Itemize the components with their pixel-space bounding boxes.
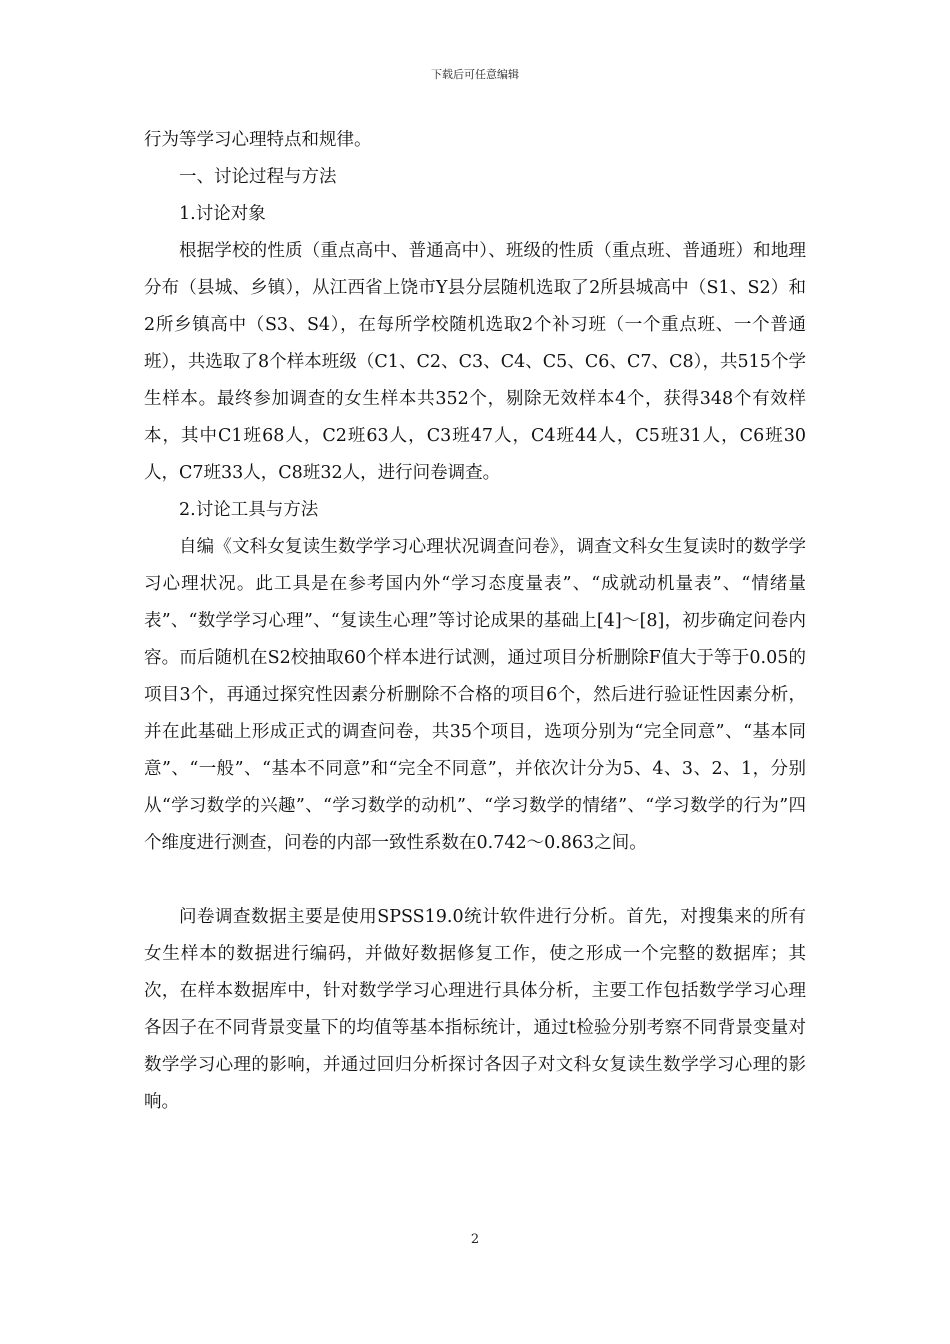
body-text bbox=[144, 122, 806, 1121]
paragraph-continuation: 行为等学习心理特点和规律。 bbox=[144, 130, 372, 150]
page-number: 2 bbox=[470, 1232, 480, 1247]
subsection-heading-tools: 2.讨论工具与方法 bbox=[179, 500, 319, 520]
subsection-heading-subjects: 1.讨论对象 bbox=[179, 204, 266, 224]
paragraph-tools: 自编《文科女复读生数学学习心理状况调查问卷》，调查文科女生复读时的数学学习心理状况。此工具是在参考国内外“学习态度量表”、“成就动机量表”、“情绪量表”、“数学学习心理”、“复读生心理”等讨论成果的基础上[4]～[8]，初步确定问卷内容。而后随机在S2校抽取60个样本进行试测，通过项目分析删除F值大于等于0.05的项目3个，再通过探究性因素分析删除不合格的项目6个，然后进行验证性因素分析，并在此基础上形成正式的调查问卷，共35个项目，选项分别为“完全同意”、“基本同意”、“一般”、“基本不同意”和“完全不同意”，并依次计分为5、4、3、2、1，分别从“学习数学的兴趣”、“学习数学的动机”、“学习数学的情绪”、“学习数学的行为”四个维度进行测查，问卷的内部一致性系数在0.742～0.863之间。 bbox=[144, 537, 806, 853]
paragraph-subjects: 根据学校的性质（重点高中、普通高中）、班级的性质（重点班、普通班）和地理分布（县城、乡镇），从江西省上饶市Y县分层随机选取了2所县城高中（S1、S2）和2所乡镇高中（S3、S4），在每所学校随机选取2个补习班（一个重点班、一个普通班），共选取了8个样本班级（C1、C2、C3、C4、C5、C6、C7、C8），共515个学生样本。最终参加调查的女生样本共352个，剔除无效样本4个，获得348个有效样本，其中C1班68人，C2班63人，C3班47人，C4班44人，C5班31人，C6班30人，C7班33人，C8班32人，进行问卷调查。 bbox=[144, 241, 806, 483]
paragraph-analysis: 问卷调查数据主要是使用SPSS19.0统计软件进行分析。首先，对搜集来的所有女生样本的数据进行编码，并做好数据修复工作，使之形成一个完整的数据库；其次，在样本数据库中，针对数学学习心理进行具体分析，主要工作包括数学学习心理各因子在不同背景变量下的均值等基本指标统计，通过t检验分别考察不同背景变量对数学学习心理的影响，并通过回归分析探讨各因子对文科女复读生数学学习心理的影响。 bbox=[144, 907, 806, 1112]
page-header: 下载后可任意编辑 bbox=[431, 68, 519, 81]
section-heading: 一、讨论过程与方法 bbox=[179, 167, 337, 187]
paragraph-gap bbox=[144, 862, 806, 899]
